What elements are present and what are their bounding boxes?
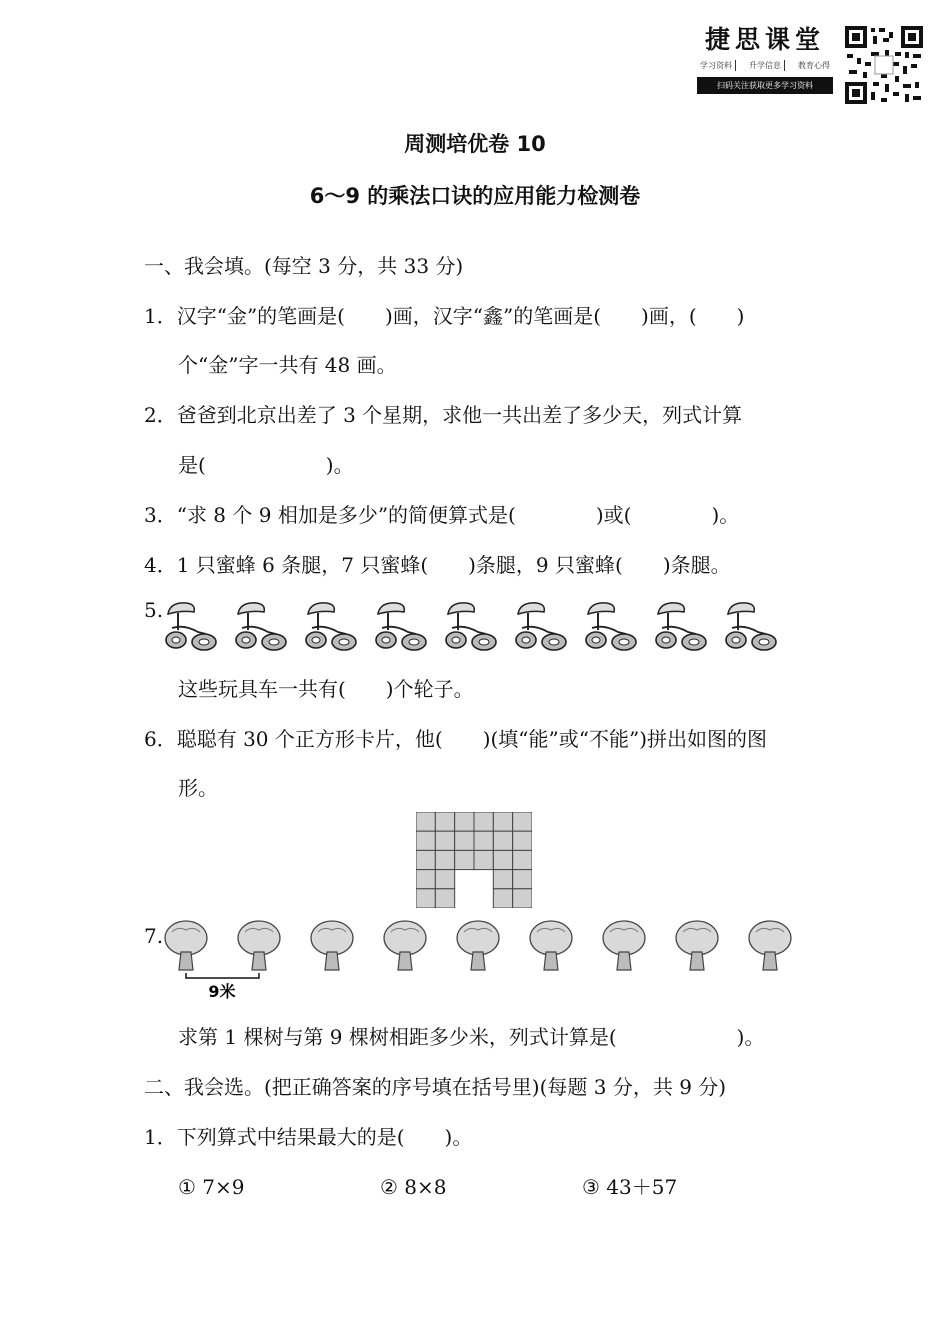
question-6-line2: 形。 [178,776,218,800]
square-card [513,812,532,831]
question-1-line2: 个“金”字一共有 48 画。 [178,353,397,377]
toy-car-icon [166,603,216,650]
section2-question-1: 1．下列算式中结果最大的是( )。 [144,1125,473,1149]
brand-name: 捷思课堂 [704,25,825,54]
tree-icon [749,921,791,970]
square-card [435,812,454,831]
distance-label: 9米 [208,982,236,1001]
toy-car-icon [236,603,286,650]
square-card [474,850,493,869]
brand-tag: 学习资料 [697,60,736,71]
square-card [455,812,474,831]
question-2-line2: 是( )。 [178,453,354,477]
square-card [513,870,532,889]
brand-tags [697,60,833,71]
tree-icon [530,921,572,970]
option-3[interactable]: ③ 43＋57 [582,1175,678,1199]
square-card [474,831,493,850]
question-2-line1: 2．爸爸到北京出差了 3 个星期，求他一共出差了多少天，列式计算 [144,403,743,427]
question-7-text: 求第 1 棵树与第 9 棵树相距多少米，列式计算是( )。 [178,1025,765,1049]
brand-block [697,22,833,94]
toy-car-icon [446,603,496,650]
question-5-number: 5. [144,598,164,622]
section2-heading: 二、我会选。(把正确答案的序号填在括号里)(每题 3 分，共 9 分) [144,1075,727,1099]
square-card [513,831,532,850]
question-4: 4．1 只蜜蜂 6 条腿，7 只蜜蜂( )条腿，9 只蜜蜂( )条腿。 [144,553,731,577]
square-card [493,870,512,889]
square-card [493,812,512,831]
qr-code-icon[interactable] [845,26,923,104]
toy-car-icon [516,603,566,650]
square-card [416,831,435,850]
question-7-number: 7. [144,924,164,948]
square-cards-figure [416,812,532,908]
square-card [455,831,474,850]
square-card [416,812,435,831]
tree-icon [384,921,426,970]
question-1-line1: 1．汉字“金”的笔画是( )画，汉字“鑫”的笔画是( )画，( ) [144,304,745,328]
square-card [493,889,512,908]
brand-tag: 教育心得 [798,61,830,70]
tree-icon [238,921,280,970]
square-card [435,850,454,869]
square-card [416,889,435,908]
tree-icon [603,921,645,970]
square-card [513,889,532,908]
page-subtitle: 6～9 的乘法口诀的应用能力检测卷 [309,184,641,208]
page-title: 周测培优卷 10 [404,132,546,156]
square-card [474,812,493,831]
toy-car-icon [376,603,426,650]
trees-figure [158,918,798,1008]
square-card [455,850,474,869]
square-card [416,870,435,889]
tree-icon [457,921,499,970]
section1-heading: 一、我会填。(每空 3 分，共 33 分) [144,254,464,278]
toy-car-icon [656,603,706,650]
square-card [493,831,512,850]
tree-icon [676,921,718,970]
question-3: 3．“求 8 个 9 相加是多少”的简便算式是( )或( )。 [144,503,740,527]
question-6-line1: 6．聪聪有 30 个正方形卡片，他( )(填“能”或“不能”)拼出如图的图 [144,727,767,751]
toy-car-icon [306,603,356,650]
option-1[interactable]: ① 7×9 [178,1175,245,1199]
square-card [416,850,435,869]
square-card [513,850,532,869]
square-card [493,850,512,869]
square-card [435,870,454,889]
option-2[interactable]: ② 8×8 [380,1175,447,1199]
toy-car-icon [586,603,636,650]
tree-icon [165,921,207,970]
toy-cars-figure [162,598,786,658]
brand-bar: 扫码关注获取更多学习资料 [697,77,833,94]
distance-bracket [186,973,259,978]
toy-car-icon [726,603,776,650]
square-card [435,889,454,908]
brand-tag: 升学信息 [746,60,785,71]
question-5-text: 这些玩具车一共有( )个轮子。 [178,677,474,701]
square-card [435,831,454,850]
tree-icon [311,921,353,970]
